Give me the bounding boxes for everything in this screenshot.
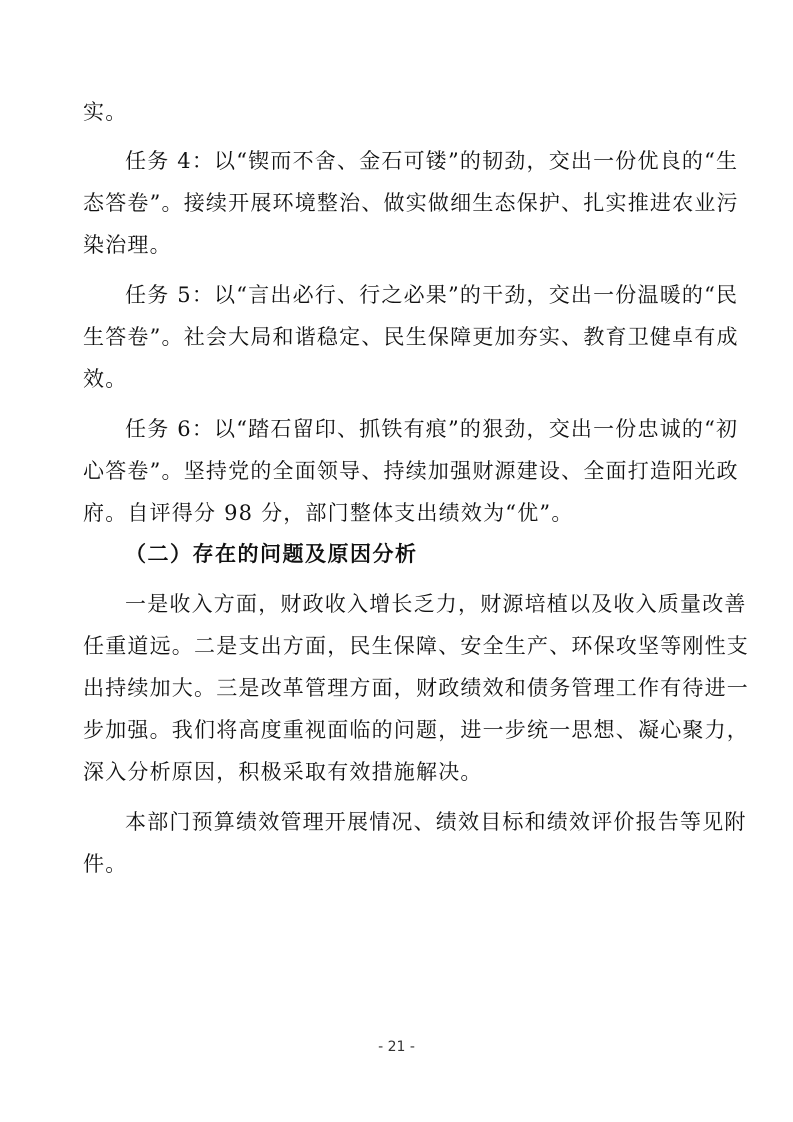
text-line: 府。自评得分 98 分，部门整体支出绩效为“优”。 [83,501,574,525]
text-line: 任务 6：以“踏石留印、抓铁有痕”的狠劲，交出一份忠诚的“初 [125,417,739,441]
text-line: 心答卷”。坚持党的全面领导、持续加强财源建设、全面打造阳光政 [83,459,739,483]
text-line: 态答卷”。接续开展环境整治、做实做细生态保护、扎实推进农业污 [83,191,739,215]
text-line: 一是收入方面，财政收入增长乏力，财源培植以及收入质量改善 [125,592,747,616]
page-number: - 21 - [378,1039,415,1055]
text-line: 件。 [83,852,128,876]
text-line: 出持续加大。三是改革管理方面，财政绩效和债务管理工作有待进一 [83,676,749,700]
section-heading: （二）存在的问题及原因分析 [125,542,418,566]
text-line: 深入分析原因，积极采取有效措施解决。 [83,760,483,784]
text-line: 任务 5：以“言出必行、行之必果”的干劲，交出一份温暖的“民 [125,283,739,307]
text-line: 步加强。我们将高度重视面临的问题，进一步统一思想、凝心聚力， [83,718,749,742]
text-line: 生答卷”。社会大局和谐稳定、民生保障更加夯实、教育卫健卓有成 [83,325,739,349]
text-line: 任重道远。二是支出方面，民生保障、安全生产、环保攻坚等刚性支 [83,634,749,658]
text-line: 任务 4：以“锲而不舍、金石可镂”的韧劲，交出一份优良的“生 [125,149,739,173]
text-line: 本部门预算绩效管理开展情况、绩效目标和绩效评价报告等见附 [125,810,747,834]
text-line: 染治理。 [83,233,172,257]
text-line: 实。 [83,100,128,124]
text-line: 效。 [83,367,128,391]
